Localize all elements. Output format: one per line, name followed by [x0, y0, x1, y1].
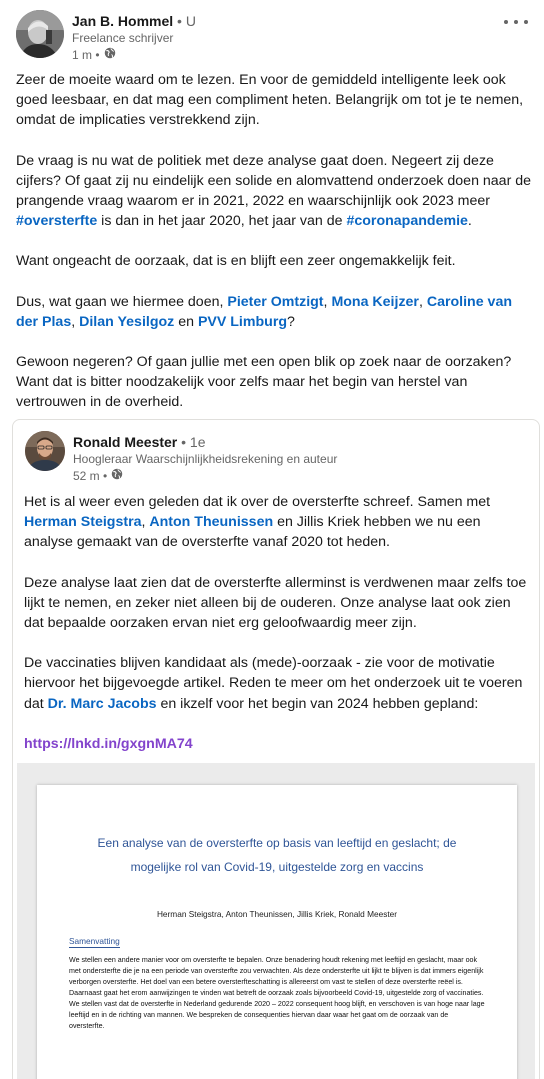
post-time	[72, 47, 116, 62]
mention-caroline-van-der-plas[interactable]: Caroline van der Plas	[16, 293, 512, 330]
reshare-author-name[interactable]	[73, 434, 206, 450]
text: en	[174, 313, 198, 330]
more-dot	[504, 20, 508, 24]
post-paragraph-5: Gewoon negeren? Of gaan jullie met een open blik op zoek naar de oorzaken? Want dat is bitter noodzakelijk voor zelfs maar het begin van herstel van vertrouwen in de overheid.	[16, 354, 512, 411]
text: Het is al weer even geleden dat ik over de oversterfte schreef. Samen met	[24, 494, 491, 510]
text: ?	[287, 313, 295, 330]
post-paragraph-4	[16, 292, 532, 332]
reshare-author-name-text[interactable]: Ronald Meester	[73, 434, 178, 450]
reshare-text	[24, 492, 528, 774]
more-dot	[514, 20, 518, 24]
reshared-post[interactable]	[12, 419, 540, 1079]
document-page	[37, 785, 517, 1079]
mention-herman-steigstra[interactable]: Herman Steigstra	[24, 514, 142, 531]
reshare-author-avatar[interactable]	[25, 431, 65, 471]
post-paragraph-1: Zeer de moeite waard om te lezen. En voor de gemiddeld intelligente leek ook goed leesbaar, en dat mag een compliment heten. Belangrijk om tot je te nemen, omdat de implicaties verstrekkend zijn.	[16, 72, 524, 129]
reshare-paragraph-1	[24, 492, 528, 553]
mention-dilan-yesilgoz[interactable]: Dilan Yesilgoz	[79, 313, 175, 330]
reshare-connection-degree: • 1e	[181, 434, 206, 450]
post-paragraph-2	[16, 151, 532, 232]
reshare-time-text: 52 m •	[73, 468, 108, 483]
document-section-heading: Samenvatting	[69, 936, 120, 946]
text: .	[467, 213, 472, 230]
author-photo-icon	[16, 10, 64, 58]
text: ,	[141, 514, 150, 531]
more-horizontal-icon[interactable]	[504, 14, 528, 30]
mention-anton-theunissen[interactable]: Anton Theunissen	[149, 514, 274, 531]
author-name[interactable]	[72, 13, 196, 29]
hashtag-coronapandemie[interactable]: #coronapandemie	[346, 213, 468, 230]
mention-dr-marc-jacobs[interactable]: Dr. Marc Jacobs	[47, 695, 157, 712]
text: ,	[323, 293, 332, 310]
document-title	[63, 831, 491, 879]
mention-mona-keijzer[interactable]: Mona Keijzer	[331, 293, 419, 310]
text: De vraag is nu wat de politiek met deze analyse gaat doen. Negeert zij deze cijfers? Of gaat zij nu eindelijk een solide en alomvattend onderzoek doen naar de prangende vraag waarom er in 2021, 2022 en waarschijnlijk ook 2023 meer	[16, 152, 532, 210]
more-dot	[524, 20, 528, 24]
document-title-line-1: Een analyse van de oversterfte op basis van leeftijd en geslacht; de	[97, 836, 457, 850]
text: ,	[418, 293, 427, 310]
text: De vaccinaties blijven kandidaat als (mede)-oorzaak - zie voor de motivatie hiervoor het bijgevoegde artikel. Reden te meer om het onderzoek uit te voeren dat	[24, 655, 523, 712]
document-abstract: We stellen een andere manier voor om oversterfte te bepalen. Onze benadering houdt rekening met leeftijd en geslacht, maar ook met ondersterfte die je na een periode van oversterfte zou verwachten. Als deze ondersterfte uit lijkt te blijven is dat immers eigenlijk verborgen oversterfte. Het doel van een betere oversterfteschatting is allereerst om vast te stellen of deze oversterfte reëel is. Daarnaast gaat het erom aanwijzingen te vinden wat betreft de oorzaak zoals bijvoorbeeld Covid-19, uitgestelde zorg of vaccinaties. We stellen vast dat de oversterfte in Nederland gedurende 2020 – 2022 consequent hoog blijft, en verschoven is van hoge naar lage leeftijd en in de richting van mannen. We bespreken de consequenties hiervan daar waar het gaat om de oorzaak van de oversterfte.	[69, 956, 485, 1030]
connection-degree: • U	[177, 13, 196, 29]
reshare-author-photo-icon	[25, 431, 65, 471]
reshare-author-headline: Hoogleraar Waarschijnlijkheidsrekening en auteur	[73, 452, 338, 466]
document-title-line-2: mogelijke rol van Covid-19, uitgestelde zorg en vaccins	[130, 860, 424, 874]
document-authors: Herman Steigstra, Anton Theunissen, Jillis Kriek, Ronald Meester	[156, 909, 398, 919]
reshare-post-time	[73, 468, 123, 483]
text: en ikzelf voor het begin van 2024 hebben gepland:	[156, 695, 479, 712]
mention-pieter-omtzigt[interactable]: Pieter Omtzigt	[227, 293, 324, 310]
article-link[interactable]: https://lnkd.in/gxgnMA74	[24, 735, 193, 752]
text: en Jillis Kriek hebben we nu een analyse gemaakt van de oversterfte vanaf 2020 tot heden.	[24, 514, 481, 551]
globe-icon	[111, 468, 123, 483]
reshare-paragraph-3	[24, 653, 528, 714]
author-avatar[interactable]	[16, 10, 64, 58]
reshare-link-paragraph	[24, 734, 528, 754]
post-paragraph-3: Want ongeacht de oorzaak, dat is en blijft een zeer ongemakkelijk feit.	[16, 253, 456, 270]
hashtag-oversterfte[interactable]: #oversterfte	[16, 213, 98, 230]
author-headline: Freelance schrijver	[72, 31, 174, 45]
text: ,	[71, 313, 80, 330]
document-preview[interactable]	[17, 763, 535, 1079]
mention-pvv-limburg[interactable]: PVV Limburg	[197, 313, 288, 330]
globe-icon	[104, 47, 116, 62]
post-time-text: 1 m •	[72, 47, 100, 62]
author-name-text[interactable]: Jan B. Hommel	[72, 13, 174, 29]
post-text	[16, 70, 532, 433]
text: is dan in het jaar 2020, het jaar van de	[97, 213, 347, 230]
post-header	[16, 10, 528, 64]
text: Dus, wat gaan we hiermee doen,	[16, 293, 228, 310]
reshare-paragraph-2: Deze analyse laat zien dat de oversterfte allerminst is verdwenen maar zelfs toe lijkt te nemen, en zeker niet alleen bij de ouderen. Onze analyse laat ook zien dat bepaalde oorzaken ervan niet erg geloofwaardig meer zijn.	[24, 574, 527, 632]
